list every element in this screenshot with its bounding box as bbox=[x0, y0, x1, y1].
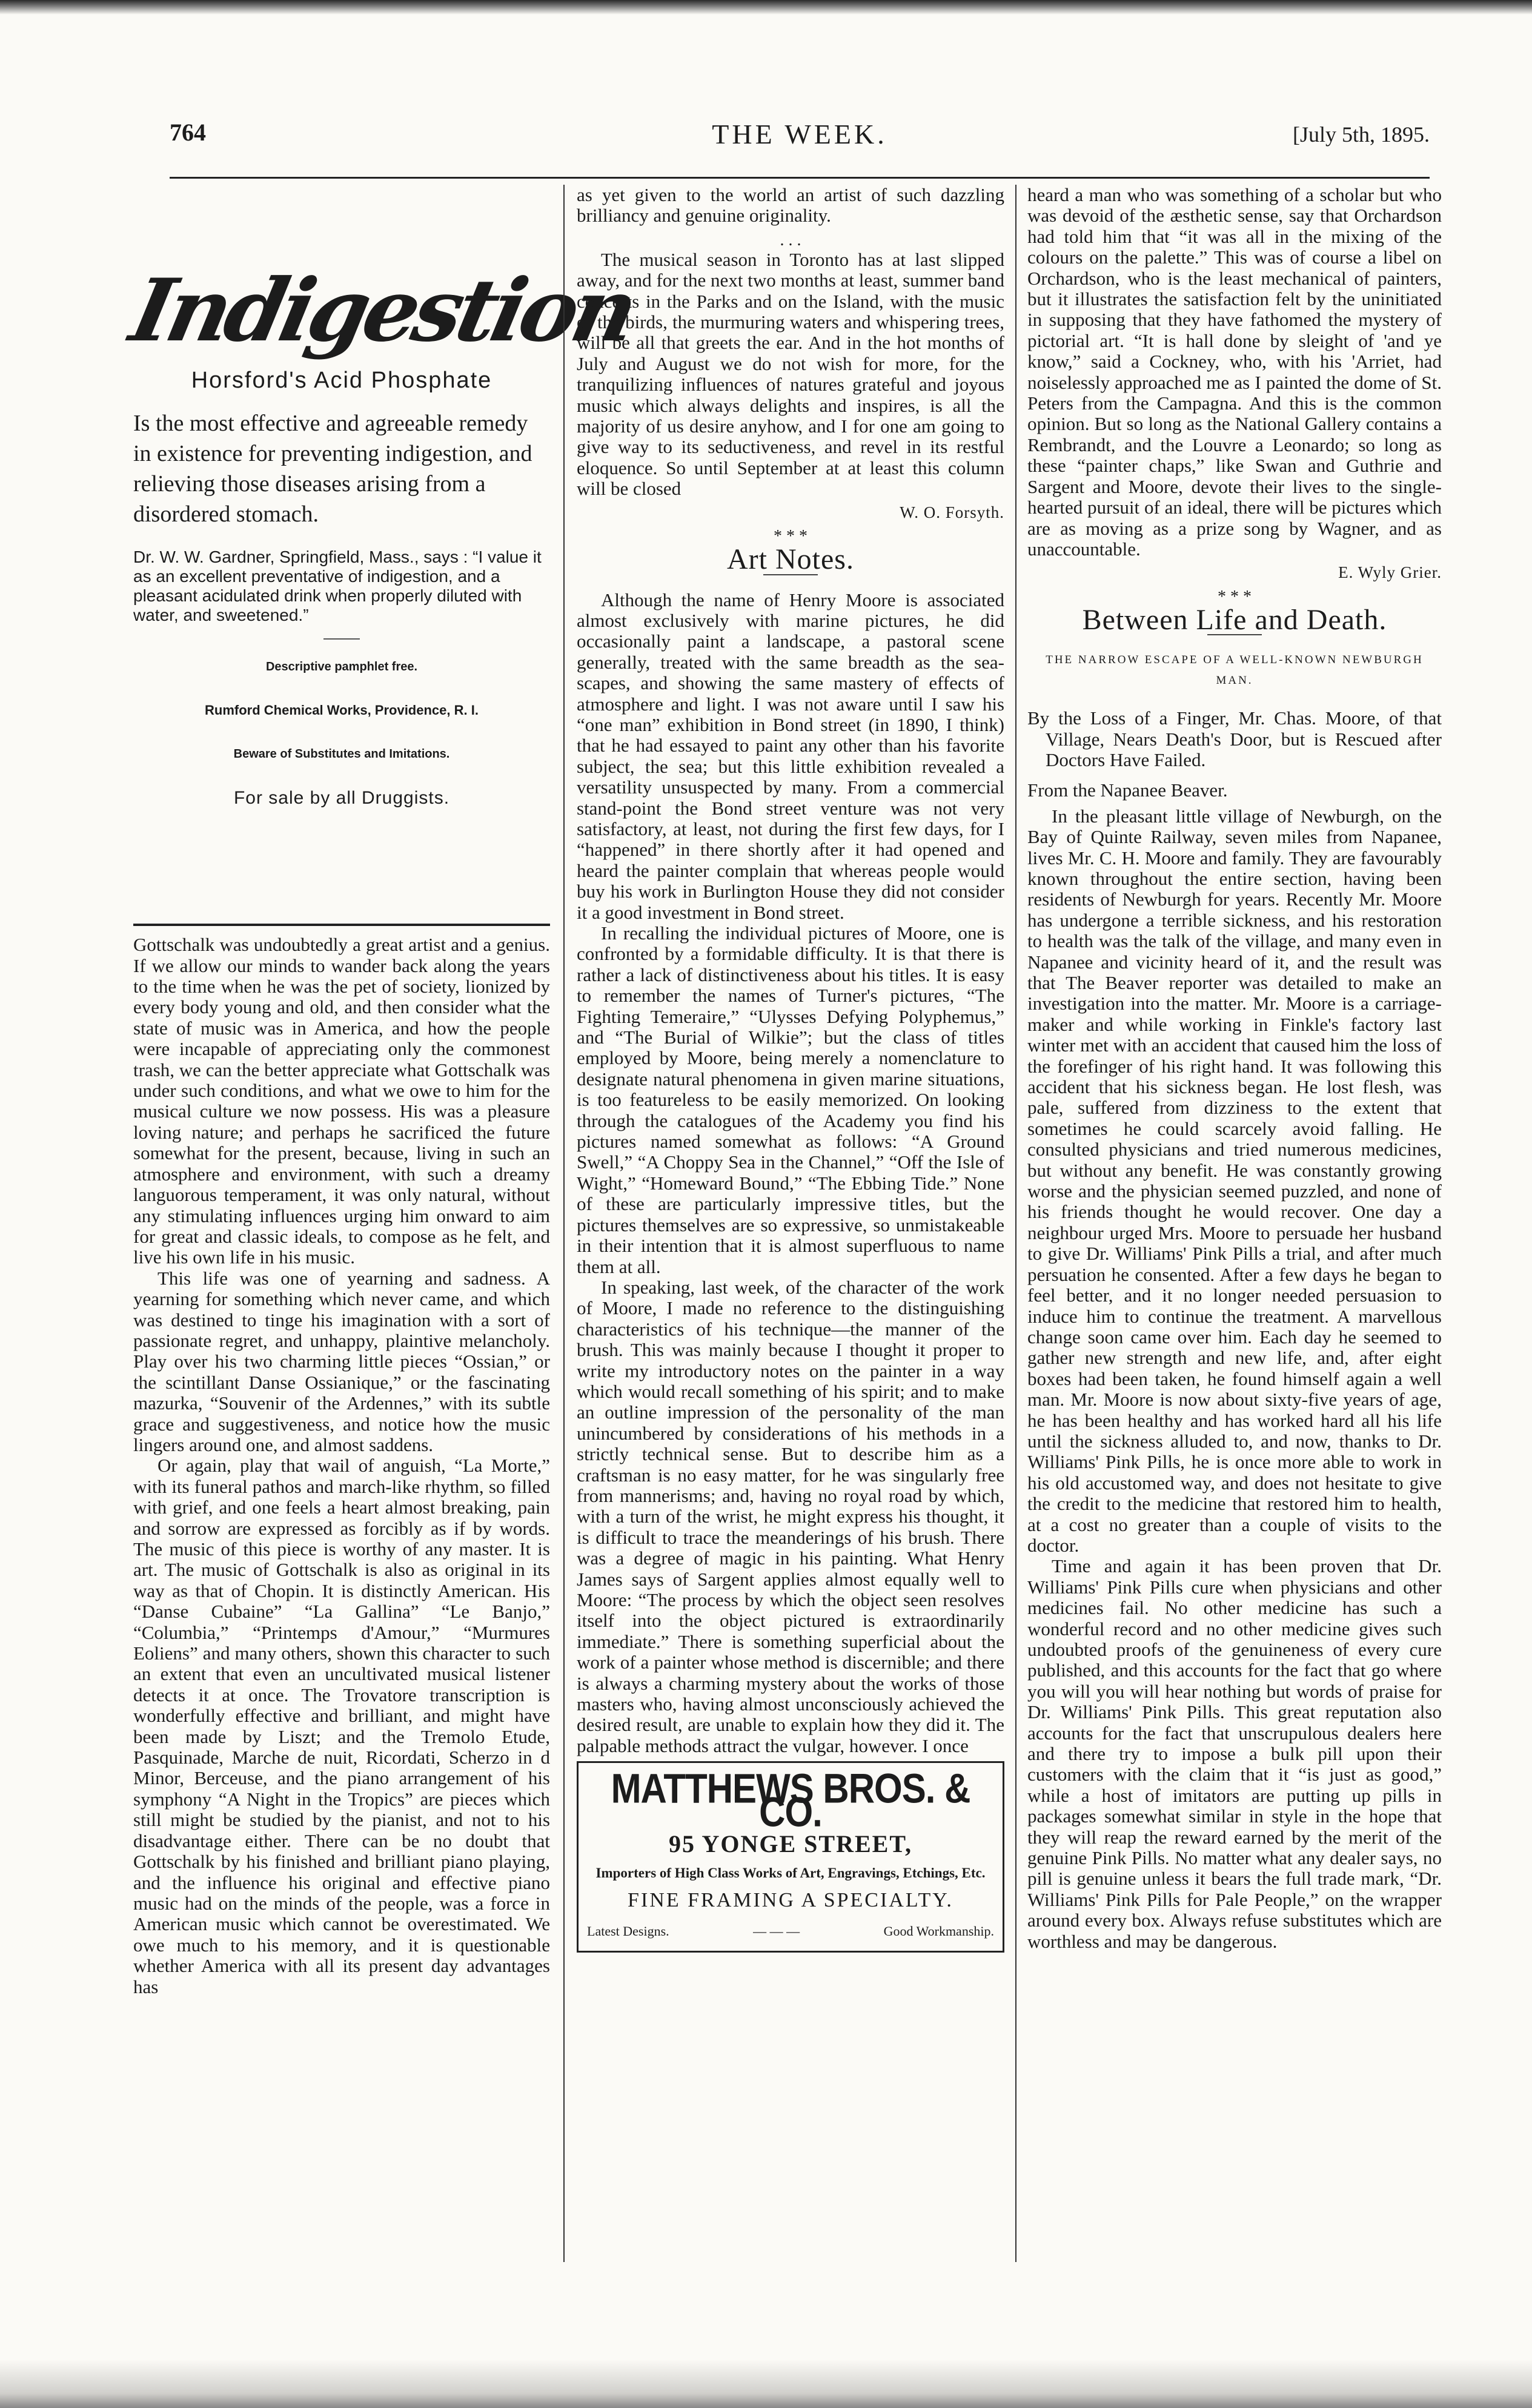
between-subhead: THE NARROW ESCAPE OF A WELL-KNOWN NEWBURGH MAN. bbox=[1046, 653, 1424, 687]
between-paragraph: In the pleasant little village of Newburgh, on the Bay of Quinte Railway, seven miles from Napanee, lives Mr. C. H. Moore and family. They are favourably known throughout the entire section, having been residents of Newburgh for years. Recently Mr. Moore has undergone a terrible sickness, and his restoration to health was the talk of the village, and many even in Napanee and vicinity heard of it, and the result was that The Beaver reporter was detailed to make an investigation into the matter. Mr. Moore is a carriage-maker and while working in Finkle's factory last winter met with an accident that caused him the loss of the forefinger of his right hand. It was following this accident that his sickness began. He lost flesh, was pale, suffered from dizziness to the extent that sometimes he could scarcely avoid falling. He consulted physicians and tried numerous medicines, but without any benefit. He was constantly growing worse and the physician seemed puzzled, and none of his friends thought he would recover. One day a neighbour urged Mrs. Moore to persuade her husband to give Dr. Williams' Pink Pills a trial, and after much persuation he consented. After a few days he began to feel better, and it no longer needed persuasion to induce him to continue the treatment. A marvellous change soon came over him. Each day he seemed to gather new strength and new life, and, after eight boxes had been taken, he found himself again a well man. Mr. Moore is now about sixty-five years of age, he has been healthy and has worked hard all his life until the sickness alluded to, and now, thanks to Dr. Williams' Pink Pills, he is once more able to work in his old accustomed way, and does not hesitate to give the credit to the medicine that restored him to health, at a cost no greater than a couple of visits to the doctor. bbox=[1027, 805, 1442, 1556]
music-continuation: as yet given to the world an artist of such dazzling brilliancy and genuine originality. bbox=[577, 184, 1004, 227]
column-2 bbox=[577, 185, 1004, 1953]
ad-pamphlet: Descriptive pamphlet free. bbox=[265, 660, 418, 673]
page-bottom-edge bbox=[0, 2360, 1532, 2408]
ad-body: Is the most effective and agreeable remedy in existence for preventing indigestion, and relieving those diseases arising from a disordered stomach. bbox=[133, 410, 532, 527]
music-signature: W. O. Forsyth. bbox=[900, 503, 1004, 521]
ad-headline: Indigestion bbox=[122, 260, 642, 361]
between-dek: By the Loss of a Finger, Mr. Chas. Moore, of that Village, Nears Death's Door, but is Rescued after Doctors Have Failed. bbox=[1027, 707, 1442, 770]
gottschalk-paragraph: Or again, play that wail of anguish, “La Morte,” with its funeral pathos and march-like rhythm, so filled with grief, and one feels a heart almost breaking, pain and sorrow are expressed as forcibly as if by words. The music of this piece is worthy of any master. It is art. The music of Gottschalk is also as original in its way as that of Chopin. It is distinctly American. His “Danse Cubaine” “La Gallina” “Le Banjo,” “Columbia,” “Printemps d'Amour,” “Murmures Eoliens” and many others, shown this character to such an extent that even an uncultivated musical listener detects it at once. The Trovatore transcription is wonderfully effective and brilliant, and might have been made by Liszt; and the Tremolo Etude, Pasquinade, Marche de nuit, Ricordati, Scherzo in d Minor, Berceuse, and the piano arrangement of his symphony “A Night in the Tropics” are pieces which still might be studied by the pianist, and not to his disadvantage either. There can be no doubt that Gottschalk by his finished and brilliant piano playing, and the influence his original and effective piano music had on the minds of the people, was a force in American music which cannot be overestimated. We owe much to his memory, and it is questionable whether America with all its present day advantages has bbox=[133, 1455, 550, 1997]
column-divider bbox=[563, 185, 565, 2262]
between-source: From the Napanee Beaver. bbox=[1027, 779, 1228, 801]
matthews-address: 95 YONGE STREET, bbox=[668, 1830, 913, 1858]
indigestion-ad bbox=[122, 260, 642, 809]
header-rule bbox=[170, 177, 1430, 179]
section-stars: * * * bbox=[1218, 587, 1252, 606]
gottschalk-paragraph: This life was one of yearning and sadness. A yearning for something which never came, and which was destined to tinge his imagination with a sort of passionate regret, and unhappy, plaintive melancholy. Play over his two charming little pieces “Ossian,” or the scintillant Danse Ossianique,” or the fascinating mazurka, “Souvenir of the Ardennes,” with its subtle grace and suggestiveness, and notice how the music lingers around one, and almost saddens. bbox=[133, 1267, 550, 1455]
page-number: 764 bbox=[170, 119, 206, 146]
matthews-ad bbox=[577, 1761, 1004, 1953]
ad-product: Horsford's Acid Phosphate bbox=[191, 368, 492, 394]
matthews-workmanship: Good Workmanship. bbox=[883, 1923, 994, 1939]
section-stars: * * * bbox=[774, 527, 807, 546]
ad-divider bbox=[323, 638, 360, 640]
ad-sale: For sale by all Druggists. bbox=[233, 787, 450, 808]
ad-beware: Beware of Substitutes and Imitations. bbox=[233, 747, 450, 761]
ad-testimonial: Dr. W. W. Gardner, Springfield, Mass., says : “I value it as an excellent preventative of indigestion, and a pleasant acidulated drink when properly diluted with water, and sweetened.” bbox=[133, 547, 542, 624]
matthews-name: MATTHEWS BROS. & CO. bbox=[611, 1765, 970, 1836]
page-top-edge bbox=[0, 0, 1532, 15]
art-notes-continuation: heard a man who was something of a scholar but who was devoid of the æsthetic sense, say that Orchardson had told him that “it was all in the mixing of the colours on the palette.” This was of course a libel on Orchardson, who is the least mechanical of painters, but it illustrates the satisfaction felt by the uninitiated in supposing that they have fathomed the mystery of pictorial art. “It is hall done by sleight of 'and ye know,” said a Cockney, who, with his 'Arriet, had noiselessly approached me as I painted the dome of St. Peters from the Campagna. And this is the common opinion. But so long as the National Gallery contains a Rembrandt, and the Louvre a Leonardo; so long as these “painter chaps,” like Swan and Guthrie and Sargent and Moore, devote their lives to the single-hearted pursuit of an ideal, there will be pictures which are as moving as a prize song by Wagner, and as unaccountable. bbox=[1027, 184, 1442, 560]
ad-bottom-rule bbox=[133, 924, 550, 926]
column-divider bbox=[1015, 185, 1016, 2262]
between-paragraph: Time and again it has been proven that Dr. Williams' Pink Pills cure when physicians and other medicines fail. No other medicine has such a wonderful record and no other medicine gives such undoubted proofs of the genuineness of every cure published, and this accounts for the fact that go where you will you will hear nothing but words of praise for Dr. Williams' Pink Pills. This great reputation also accounts for the fact that unscrupulous dealers here and there try to impose a bulk pill upon their customers with the claim that it “is just as good,” while a host of imitators are putting up pills in packages somewhat similar in style in the hope that they will reap the reward earned by the merit of the genuine Pink Pills. No matter what any dealer says, no pill is genuine unless it bears the full trade mark, “Dr. Williams' Pink Pills for Pale People,” on the wrapper around every box. Always refuse substitutes which are worthless and may be dangerous. bbox=[1027, 1555, 1442, 1952]
art-notes-title: Art Notes. bbox=[727, 543, 854, 576]
gottschalk-paragraph: Gottschalk was undoubtedly a great artist and a genius. If we allow our minds to wander back along the years to the time when he was the pet of society, lionized by every body young and old, and then consider what the state of music was in America, and how the people were incapable of appreciating only the commonest trash, we can the better appreciate what Gottschalk was under such conditions, and what we owe to him for the musical culture we now possess. His was a pleasure loving nature; and perhaps he sacrificed the future somewhat for the present, because, living in such an atmosphere and environment, with such a dreamy languorous temperament, it was only natural, without any stimulating influences urging him onward to aim for great and classic ideals, to compose as he felt, and live his own life in his music. bbox=[133, 934, 550, 1268]
matthews-framing: FINE FRAMING A SPECIALTY. bbox=[628, 1889, 953, 1912]
art-notes-paragraph: Although the name of Henry Moore is associated almost exclusively with marine pictures, he did occasionally paint a landscape, a pastoral scene generally, treated with the same breadth as the sea-scapes, and showing the same mastery of effects of atmosphere and light. I was not aware until I saw his “one man” exhibition in Bond street (in 1890, I think) that he had essayed to paint any other than his favorite subject, the sea; but this little exhibition revealed a versatility unsuspected by many. From a commercial stand-point the Bond street venture was not very satisfactory, at least, not during the first few days, for I “happened” in there shortly after it had opened and heard the painter complain that whereas people would buy his work in Burlington House they did not consider it a good investment in Bond street. bbox=[577, 589, 1004, 923]
matthews-dashes: — — — bbox=[753, 1923, 800, 1939]
music-season-paragraph: The musical season in Toronto has at last slipped away, and for the next two months at least, summer band concerts in the Parks and on the Island, with the music of the birds, the murmuring waters and whispering trees, will be all that greets the ear. And in the hot months of July and August we do not wish for more, for the tranquilizing influences of natures grateful and joyous music which always delights and inspires, is all the majority of us desire anyhow, and I for one am going to give way to its seductiveness, and revel in its restful eloquence. So until September at at least this column will be closed bbox=[577, 248, 1004, 500]
between-title: Between Life and Death. bbox=[1082, 603, 1387, 636]
art-notes-paragraph: In recalling the individual pictures of Moore, one is confronted by a formidable difficulty. It is that there is rather a lack of distinctiveness about his titles. It is easy to remember the names of Turner's pictures, “The Fighting Temeraire,” “Ulysses Defying Polyphemus,” and “The Burial of Wilkie”; but the class of titles employed by Moore, being merely a nomenclature to designate natural phenomena in given marine situations, is too featureless to be easily memorized. On looking through the catalogues of the Academy you find his pictures named somewhat as follows: “A Ground Swell,” “A Choppy Sea in the Channel,” “Off the Isle of Wight,” “Homeward Bound,” “The Ebbing Tide.” None of these are particularly impressive titles, but the pictures themselves are so expressive, so unmistakeable in their intention that it is almost superfluous to name them at all. bbox=[577, 922, 1004, 1277]
art-notes-paragraph: In speaking, last week, of the character of the work of Moore, I made no reference to the distinguishing characteristics of his technique—the manner of the brush. This was mainly because I thought it proper to write my introductory notes on the painter in a way which would recall something of his spirit; and to make an outline impression of the personality of the man unincumbered by considerations of his methods in a strictly technical sense. But to describe him as a craftsman is no easy matter, for he was singularly free from mannerisms; and, having no royal road by which, with a turn of the wrist, he might express his thought, it is difficult to trace the meanderings of his brush. There was a degree of magic in his painting. What Henry James says of Sargent applies almost equally well to Moore: “The process by which the object seen resolves itself into the object pictured is extraordinarily immediate.” There is something superficial about the work of a painter whose method is discernible; and there is always a charming mystery about the works of those masters who, having almost unconsciously achieved the desired result, are unable to explain how they did it. The palpable methods attract the vulgar, however. I once bbox=[577, 1276, 1004, 1756]
matthews-importers: Importers of High Class Works of Art, Engravings, Etchings, Etc. bbox=[595, 1865, 986, 1881]
ad-maker: Rumford Chemical Works, Providence, R. I. bbox=[205, 703, 479, 718]
section-dots: . . . bbox=[780, 230, 801, 250]
matthews-footer bbox=[587, 1921, 994, 1942]
masthead: THE WEEK. bbox=[712, 119, 887, 150]
art-notes-signature: E. Wyly Grier. bbox=[1338, 563, 1442, 582]
column-3 bbox=[1027, 185, 1442, 1952]
issue-date: [July 5th, 1895. bbox=[1292, 122, 1430, 147]
page-header bbox=[170, 118, 1430, 167]
matthews-latest: Latest Designs. bbox=[587, 1923, 669, 1939]
